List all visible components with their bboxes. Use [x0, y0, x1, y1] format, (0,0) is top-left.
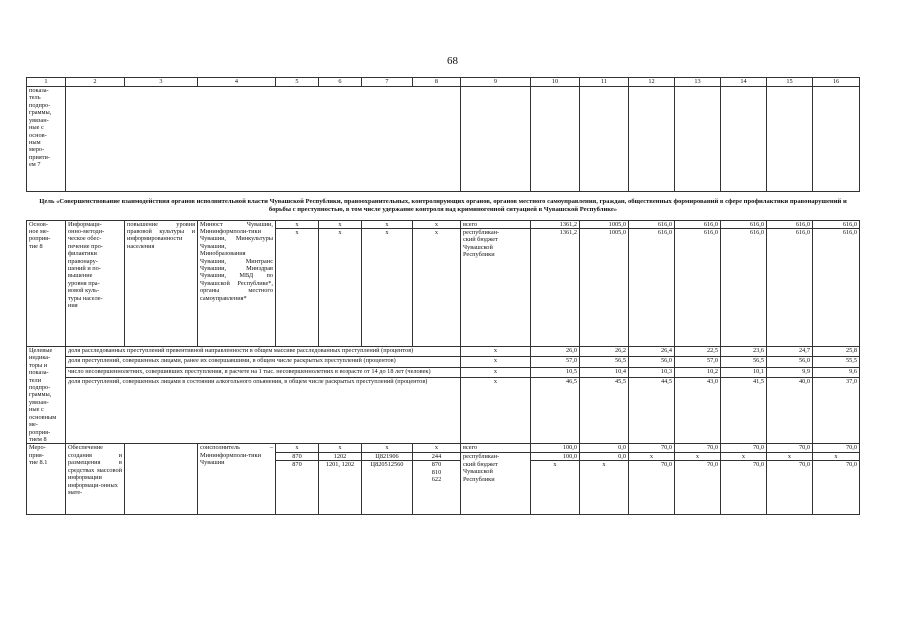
- indicator-8-row: [27, 346, 860, 356]
- value-cell: x: [813, 452, 860, 460]
- event-8-row-total: [27, 220, 860, 228]
- value-cell: 56,5: [721, 357, 767, 367]
- indicator-7-label: показа- тель подпро- граммы, увязан- ные с основ- ным меро- прияти- ем 7: [27, 87, 66, 192]
- indicator-7-row: [27, 87, 860, 192]
- value-cell: 57,0: [675, 357, 721, 367]
- value-cell: 70,0: [629, 461, 675, 515]
- event-8-label: Основ- ное ме- роприя- тие 8: [27, 220, 66, 346]
- cell: 870: [276, 452, 319, 460]
- value-cell: 26,4: [629, 346, 675, 356]
- funding-source: всего: [461, 444, 531, 452]
- value-cell: 70,0: [721, 444, 767, 452]
- value-cell: 56,0: [767, 357, 813, 367]
- event-8-1-row-total: [27, 444, 860, 452]
- funding-source: всего: [461, 220, 531, 228]
- col-num: 6: [319, 78, 362, 87]
- value-cell: 616,0: [675, 228, 721, 346]
- cell: x: [413, 444, 461, 452]
- indicator-8-label: Целевые индика- торы и показа- тели подпро- граммы, увязан- ные с основным ме- роприя- тием 8: [27, 346, 66, 443]
- cell: x: [319, 444, 362, 452]
- value-cell: 24,7: [767, 346, 813, 356]
- page-number: 68: [447, 55, 458, 67]
- value-cell: 26,0: [531, 346, 580, 356]
- cell: 870 810 622: [413, 461, 461, 515]
- col-num: 13: [675, 78, 721, 87]
- value-cell: x: [675, 452, 721, 460]
- value-cell: 40,0: [767, 378, 813, 444]
- col-num: 3: [125, 78, 198, 87]
- col-num: 11: [580, 78, 629, 87]
- value-cell: 70,0: [813, 461, 860, 515]
- cell: [580, 87, 629, 192]
- value-cell: 616,0: [721, 220, 767, 228]
- value-cell: x: [580, 461, 629, 515]
- value-cell: 70,0: [675, 444, 721, 452]
- value-cell: 25,8: [813, 346, 860, 356]
- cell: 1202: [319, 452, 362, 460]
- event-8-1-result: [125, 444, 198, 515]
- col-num: 15: [767, 78, 813, 87]
- col-num: 1: [27, 78, 66, 87]
- value-cell: 55,5: [813, 357, 860, 367]
- col-num: 16: [813, 78, 860, 87]
- value-cell: 70,0: [767, 461, 813, 515]
- value-cell: 56,5: [580, 357, 629, 367]
- cell: [629, 87, 675, 192]
- value-cell: 43,0: [675, 378, 721, 444]
- col-num: 8: [413, 78, 461, 87]
- col-num: 14: [721, 78, 767, 87]
- cell: [721, 87, 767, 192]
- value-cell: 70,0: [675, 461, 721, 515]
- value-cell: 616,0: [813, 220, 860, 228]
- value-cell: 1361,2: [531, 228, 580, 346]
- indicator-8-row: [27, 357, 860, 367]
- value-cell: 616,0: [767, 220, 813, 228]
- value-cell: 616,0: [813, 228, 860, 346]
- cell: [531, 87, 580, 192]
- cell: [767, 87, 813, 192]
- value-cell: 44,5: [629, 378, 675, 444]
- value-cell: 0,0: [580, 452, 629, 460]
- event-8-name: Информаци- онно-методи- ческое обес- печение про- филактики правонару- шений и по- вышение уровня пра- вовой куль- туры населе- ния: [66, 220, 125, 346]
- indicator-7-text: [66, 87, 461, 192]
- value-cell: 23,6: [721, 346, 767, 356]
- col-num: 12: [629, 78, 675, 87]
- cell: x: [362, 220, 413, 228]
- cell: [813, 87, 860, 192]
- col-num: 2: [66, 78, 125, 87]
- event-8-1-executors: соисполнитель – Мининформполи-тики Чувашии: [198, 444, 276, 515]
- cell: x: [362, 444, 413, 452]
- value-cell: 616,0: [675, 220, 721, 228]
- cell: x: [362, 228, 413, 346]
- value-cell: 0,0: [580, 444, 629, 452]
- value-cell: 10,3: [629, 367, 675, 378]
- indicator-text: доля преступлений, совершенных лицами в состоянии алкогольного опьянения, в общем числе раскрытых преступлений (процентов): [66, 378, 461, 444]
- col-num: 4: [198, 78, 276, 87]
- value-cell: x: [767, 452, 813, 460]
- cell: x: [461, 357, 531, 367]
- value-cell: 616,0: [629, 220, 675, 228]
- value-cell: 1361,2: [531, 220, 580, 228]
- value-cell: 45,5: [580, 378, 629, 444]
- event-8-executors: Минюст Чувашии, Мининформполи-тики Чувашии, Минкультуры Чувашии, Минобразования Чувашии, Минтранс Чувашии, Минздрав Чувашии, МВД по Чувашской Республике*, органы местного самоуправления*: [198, 220, 276, 346]
- cell: x: [276, 228, 319, 346]
- col-num: 10: [531, 78, 580, 87]
- cell: x: [276, 220, 319, 228]
- value-cell: 26,2: [580, 346, 629, 356]
- value-cell: 46,5: [531, 378, 580, 444]
- value-cell: 22,5: [675, 346, 721, 356]
- value-cell: 70,0: [813, 444, 860, 452]
- value-cell: x: [721, 452, 767, 460]
- value-cell: x: [629, 452, 675, 460]
- cell: x: [319, 220, 362, 228]
- value-cell: x: [531, 461, 580, 515]
- indicator-8-row: [27, 378, 860, 444]
- value-cell: 10,5: [531, 367, 580, 378]
- col-num: 7: [362, 78, 413, 87]
- program-table: [26, 77, 860, 515]
- value-cell: 616,0: [629, 228, 675, 346]
- cell: 244: [413, 452, 461, 460]
- cell: x: [461, 367, 531, 378]
- value-cell: 70,0: [629, 444, 675, 452]
- col-num: 5: [276, 78, 319, 87]
- cell: x: [461, 346, 531, 356]
- value-cell: 1005,0: [580, 228, 629, 346]
- goal-text: Цель «Совершенствование взаимодействия органов исполнительной власти Чувашской Республики, правоохранительных, контролирующих органов, органов местного самоуправления, граждан, общественных формирований в сфере профилактики правонарушений и борьбы с преступностью, в том числе удержание контроля над криминогенной ситуацией в Чувашской Республике»: [27, 192, 860, 221]
- value-cell: 10,4: [580, 367, 629, 378]
- cell: x: [461, 378, 531, 444]
- value-cell: 616,0: [721, 228, 767, 346]
- value-cell: 9,9: [767, 367, 813, 378]
- indicator-text: число несовершеннолетних, совершивших преступления, в расчете на 1 тыс. несовершеннолетних в возрасте от 14 до 18 лет (человек): [66, 367, 461, 378]
- cell: x: [413, 220, 461, 228]
- value-cell: 57,0: [531, 357, 580, 367]
- col-num: 9: [461, 78, 531, 87]
- cell: 1201, 1202: [319, 461, 362, 515]
- cell: x: [276, 444, 319, 452]
- funding-source: республикан-: [461, 452, 531, 460]
- cell: [675, 87, 721, 192]
- cell: Ц821906: [362, 452, 413, 460]
- value-cell: 616,0: [767, 228, 813, 346]
- goal-row: [27, 192, 860, 221]
- event-8-1-name: Обеспечение создания и размещения в средствах массовой информации информаци-онных мате-: [66, 444, 125, 515]
- event-8-result: повышение уровня правовой культуры и информированности населения: [125, 220, 198, 346]
- indicator-8-row: [27, 367, 860, 378]
- column-number-row: [27, 78, 860, 87]
- funding-source: ский бюджет Чувашской Республики: [461, 461, 531, 515]
- indicator-text: доля преступлений, совершенных лицами, ранее их совершавшими, в общем числе раскрытых преступлений (процентов): [66, 357, 461, 367]
- value-cell: 9,6: [813, 367, 860, 378]
- funding-source: республикан- ский бюджет Чувашской Республики: [461, 228, 531, 346]
- value-cell: 56,0: [629, 357, 675, 367]
- value-cell: 10,2: [675, 367, 721, 378]
- cell: x: [413, 228, 461, 346]
- value-cell: 1005,0: [580, 220, 629, 228]
- value-cell: 70,0: [767, 444, 813, 452]
- event-8-1-label: Меро- прия- тие 8.1: [27, 444, 66, 515]
- value-cell: 70,0: [721, 461, 767, 515]
- indicator-text: доля расследованных преступлений превентивной направленности в общем массиве расследованных преступлений (процентов): [66, 346, 461, 356]
- cell: x: [319, 228, 362, 346]
- value-cell: 100,0: [531, 452, 580, 460]
- cell: [461, 87, 531, 192]
- cell: 870: [276, 461, 319, 515]
- value-cell: 10,1: [721, 367, 767, 378]
- value-cell: 41,5: [721, 378, 767, 444]
- cell: Ц820512560: [362, 461, 413, 515]
- value-cell: 100,0: [531, 444, 580, 452]
- value-cell: 37,0: [813, 378, 860, 444]
